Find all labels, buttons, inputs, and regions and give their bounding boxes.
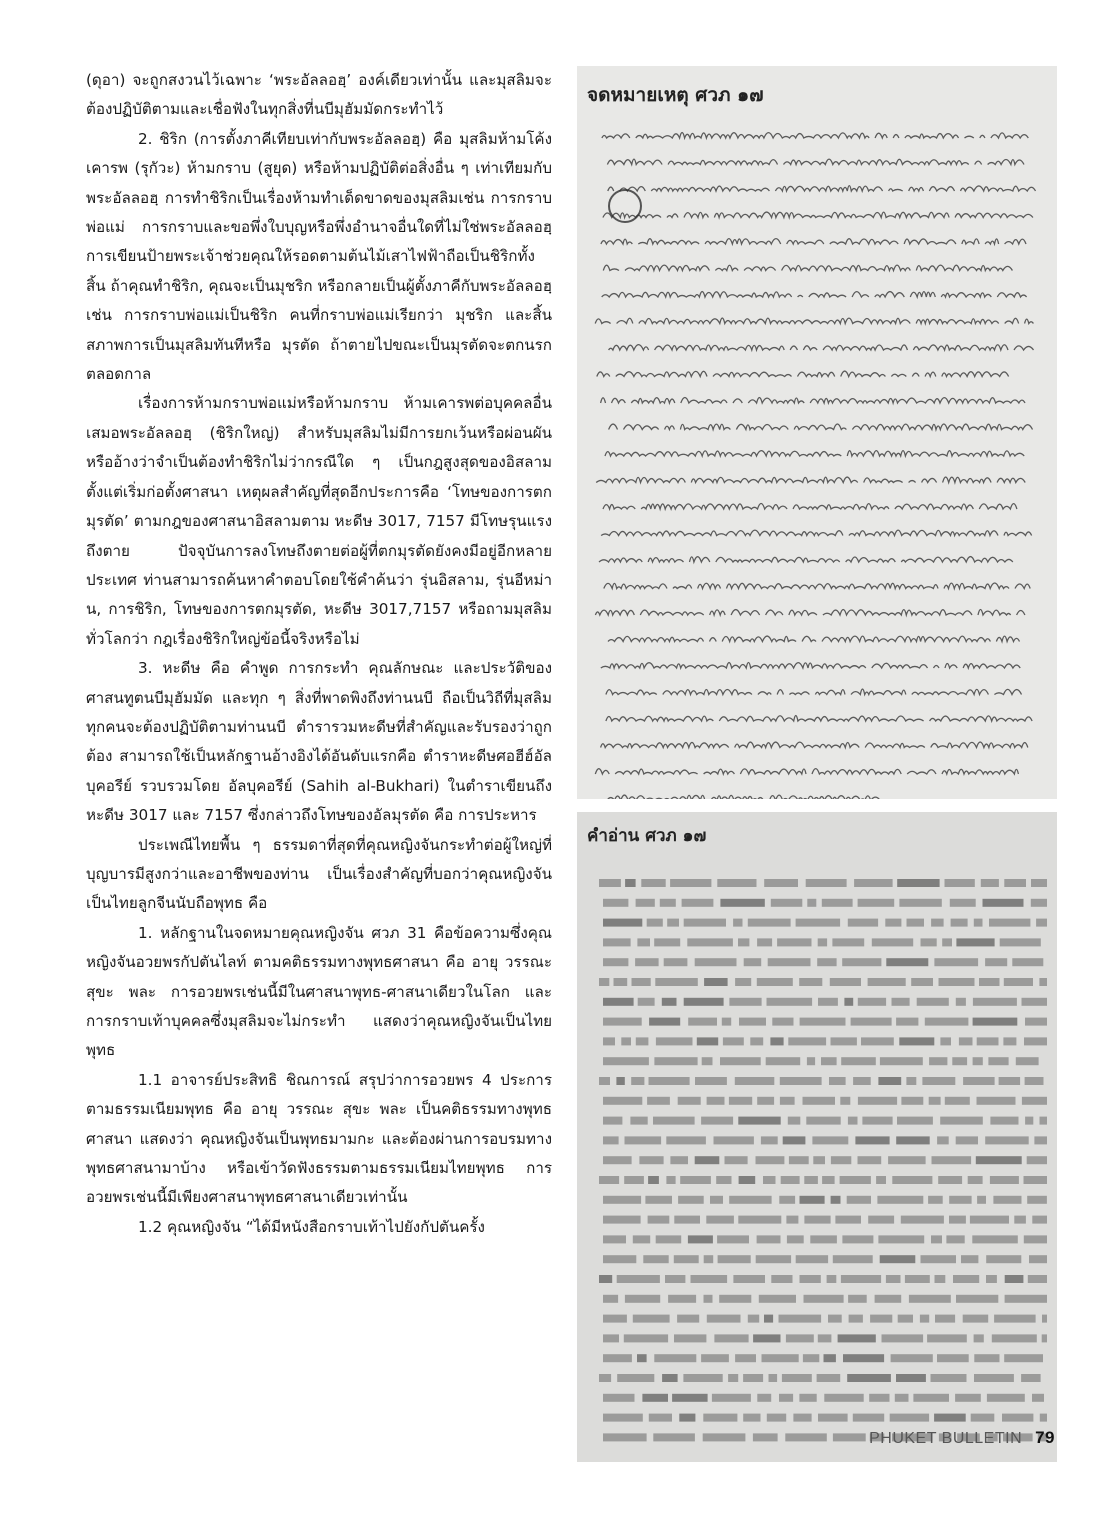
paragraph: 1.2 คุณหญิงจัน “ได้มีหนังสือกราบเท้าไปยังกัปตันครั้ง [138,1217,485,1236]
publication-name: PHUKET BULLETIN [869,1430,1023,1447]
transcription-caption: คำอ่าน ศวภ ๑๗ [587,826,707,846]
page-number: 79 [1035,1428,1055,1447]
page-footer [869,1428,1055,1448]
transcription-scan [577,812,1057,1462]
paragraph: (ดุอา) จะถูกสงวนไว้เฉพาะ ‘พระอัลลอฮฺ’ องค์เดียวเท่านั้น และมุสลิมจะต้องปฏิบัติตามและเชื่อฟังในทุกสิ่งที่นบีมุฮัมมัดกระทำไว้ [86,71,552,119]
paragraph: 3. หะดีษ คือ คำพูด การกระทำ คุณลักษณะ และประวัติของศาสนทูตนบีมุฮัมมัด และทุก ๆ สิ่งที่พาดพิงถึงท่านนบี ถือเป็นวิถีที่มุสลิมทุกคนจะต้องปฏิบัติตามท่านนบี ตำรารวมหะดีษที่สำคัญและรับรองว่าถูกต้อง สามารถใช้เป็นหลักฐานอ้างอิงได้อันดับแรกคือ ตำราหะดีษศอฮีฮ์อัลบุคอรีย์ รวบรวมโดย อัลบุคอรีย์ (Sahih al-Bukhari) ในตำราเขียนถึง หะดีษ 3017 และ 7157 ซึ่งกล่าวถึงโทษของอัลมุรตัด คือ การประหาร [86,659,552,825]
paragraph: 1. หลักฐานในจดหมายคุณหญิงจัน ศวภ 31 คือข้อความซึ่งคุณหญิงจันอวยพรกัปตันไลท์ ตามคติธรรมทางพุทธศาสนา คือ อายุ วรรณะ สุขะ พละ การอวยพรเช่นนี้มีในศาสนาพุทธ-ศาสนาเดียวในโลก และการกราบเท้าบุคคลซึ่งมุสลิมจะไม่กระทำ แสดงว่าคุณหญิงจันเป็นไทยพุทธ [86,923,552,1060]
manuscript-scan [577,66,1057,799]
paragraph: เรื่องการห้ามกราบพ่อแม่หรือห้ามกราบ ห้ามเคารพต่อบุคคลอื่นเสมอพระอัลลอฮฺ (ชิริกใหญ่) สำหรับมุสลิมไม่มีการยกเว้นหรือผ่อนผันหรืออ้างว่าจำเป็นต้องทำชิริกไม่ว่ากรณีใด ๆ เป็นกฎสูงสุดของอิสลามตั้งแต่เริ่มก่อตั้งศาสนา เหตุผลสำคัญที่สุดอีกประการคือ ‘โทษของการตกมุรตัด’ ตามกฎของศาสนาอิสลามตาม หะดีษ 3017, 7157 มีโทษรุนแรงถึงตาย ปัจจุบันการลงโทษถึงตายต่อผู้ที่ตกมุรตัดยังคงมีอยู่อีกหลายประเทศ ท่านสามารถค้นหาคำตอบโดยใช้คำค้นว่า รุ่นอิสลาม, รุ่นอีหม่าน, การชิริก, โทษของการตกมุรตัด, หะดีษ 3017,7157 หรือถามมุสลิมทั่วโลกว่า กฎเรื่องชิริกใหญ่ข้อนี้จริงหรือไม่ [86,394,552,648]
paragraph: 1.1 อาจารย์ประสิทธิ ชิณการณ์ สรุปว่าการอวยพร 4 ประการตามธรรมเนียมพุทธ คือ อายุ วรรณะ สุขะ พละ เป็นคติธรรมทางพุทธศาสนา แสดงว่า คุณหญิงจันเป็นพุทธมามกะ และต้องผ่านการอบรมทางพุทธศาสนามาบ้าง หรือเข้าวัดฟังธรรมตามธรรมเนียมไทยพุทธ การอวยพรเช่นนี้มีเพียงศาสนาพุทธศาสนาเดียวเท่านั้น [86,1070,552,1207]
handwriting-image [577,66,1057,799]
article-text [86,66,552,1242]
paragraph: ประเพณีไทยพื้น ๆ ธรรมดาที่สุดที่คุณหญิงจันกระทำต่อผู้ใหญ่ที่บุญบารมีสูงกว่าและอาชีพของท่าน เป็นเรื่องสำคัญที่บอกว่าคุณหญิงจันเป็นไทยลูกจีนนับถือพุทธ คือ [86,835,552,913]
manuscript-caption: จดหมายเหตุ ศวภ ๑๗ [587,84,764,106]
printed-text-image [577,812,1057,1462]
paragraph: 2. ชิริก (การตั้งภาคีเทียบเท่ากับพระอัลลอฮฺ) คือ มุสลิมห้ามโค้งเคารพ (รุกัวะ) ห้ามกราบ (สูยุด) หรือห้ามปฏิบัติต่อสิ่งอื่น ๆ เท่าเทียมกับพระอัลลอฮฺ การทำชิริกเป็นเรื่องห้ามทำเด็ดขาดของมุสลิมเช่น การกราบพ่อแม่ การกราบและขอพึ่งใบบุญหรือพึ่งอำนาจอื่นใดที่ไม่ใช่พระอัลลอฮฺ การเขียนป้ายพระเจ้าช่วยคุณให้รอดตามต้นไม้เสาไฟฟ้าถือเป็นชิริกทั้งสิ้น ถ้าคุณทำชิริก, คุณจะเป็นมุชริก หรือกลายเป็นผู้ตั้งภาคีกับพระอัลลอฮฺ เช่น การกราบพ่อแม่เป็นชิริก คนที่กราบพ่อแม่เรียกว่า มุชริก และสิ้นสภาพการเป็นมุสลิมทันทีหรือ มุรตัด ถ้าตายไปขณะเป็นมุรตัดจะตกนรกตลอดกาล [86,129,552,384]
